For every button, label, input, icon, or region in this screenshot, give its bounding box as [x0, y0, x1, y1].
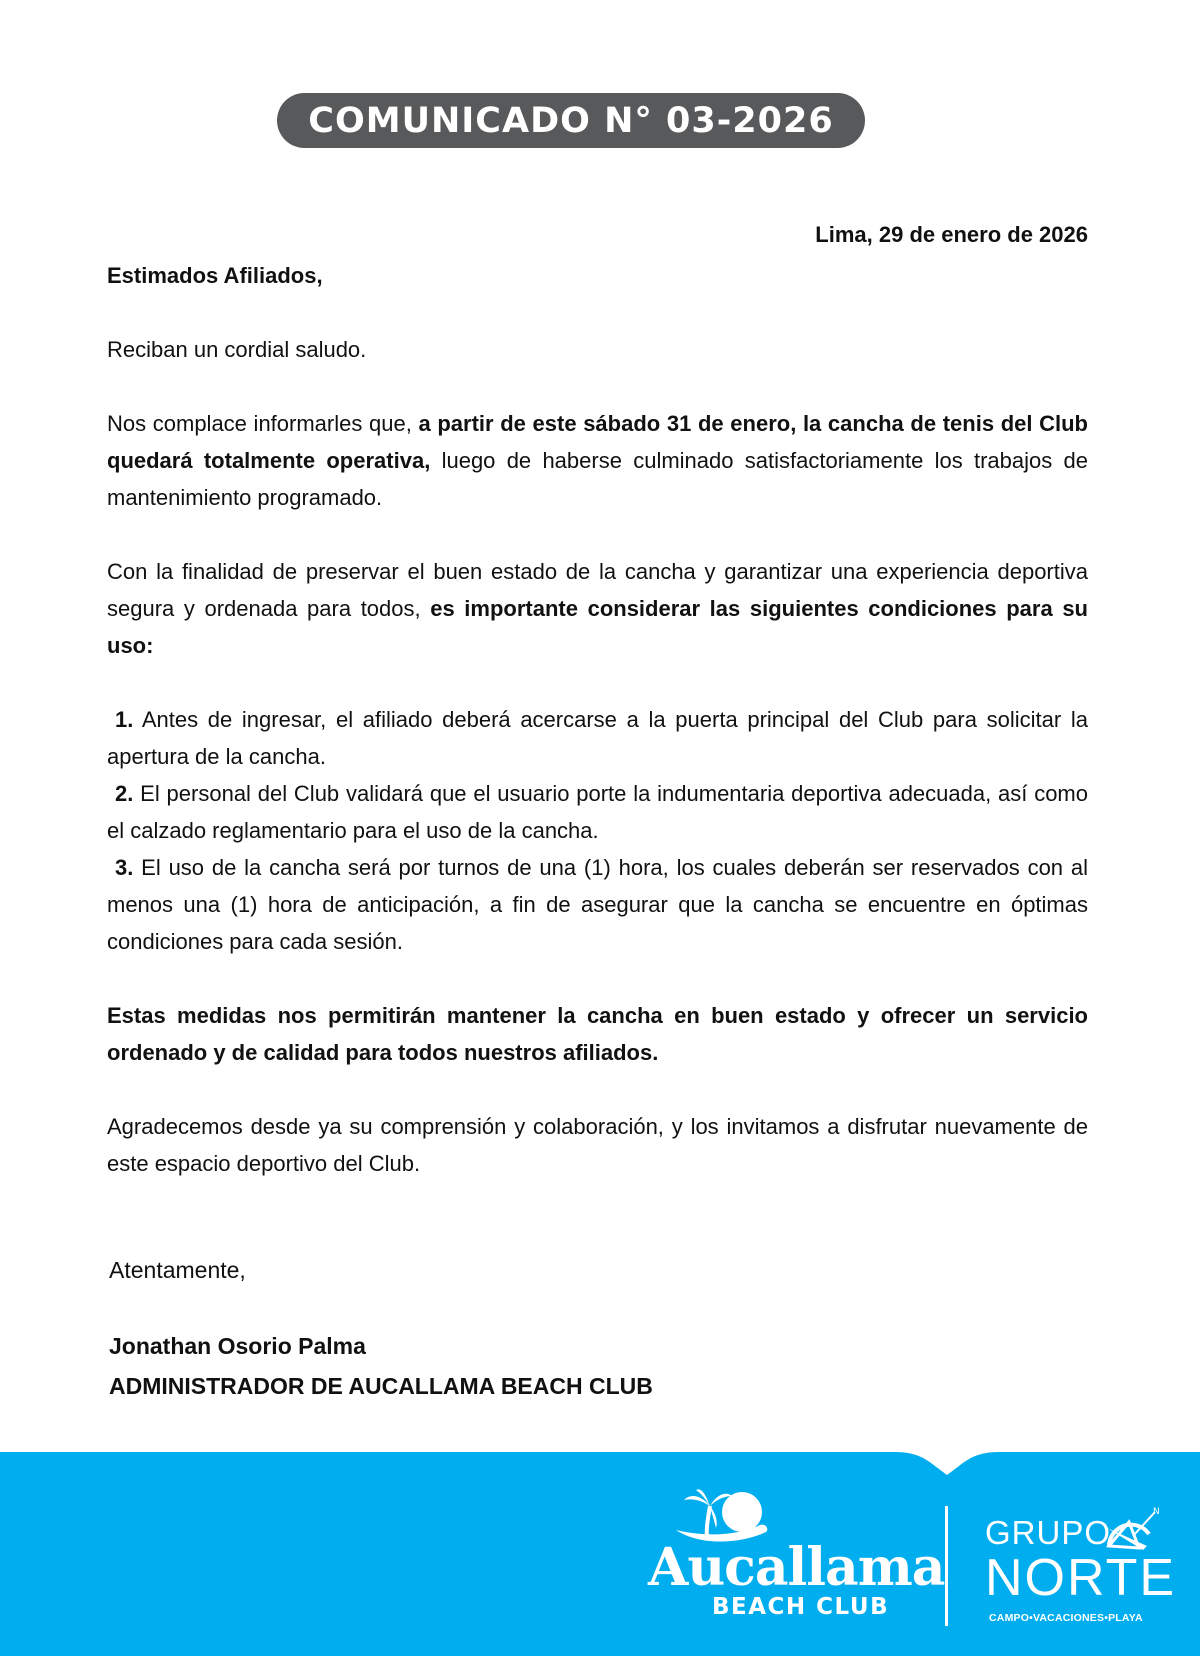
- signature-block: [109, 1250, 653, 1406]
- conditions-intro: Con la finalidad de preservar el buen estado de la cancha y garantizar una experiencia deportiva segura y ordenada para todos,: [107, 559, 1088, 621]
- thanks-paragraph: Agradecemos desde ya su comprensión y colaboración, y los invitamos a disfrutar nuevamente de este espacio deportivo del Club.: [107, 1114, 1088, 1176]
- salutation: Reciban un cordial saludo.: [107, 337, 367, 362]
- valediction: Atentamente,: [109, 1257, 246, 1283]
- condition-item: [107, 849, 1088, 960]
- svg-text:N: N: [1153, 1507, 1160, 1517]
- document-title: COMUNICADO N° 03-2026: [308, 100, 834, 141]
- announcement-rest: luego de haberse culminado satisfactoriamente los trabajos de mantenimiento programado.: [107, 448, 1088, 510]
- conditions-list: [107, 701, 1088, 960]
- announcement-highlight: a partir de este sábado 31 de enero, la cancha de tenis del Club quedará totalmente operativa,: [107, 411, 1088, 473]
- letter-body: [107, 257, 1088, 1182]
- greeting: Estimados Afiliados,: [107, 263, 323, 288]
- conditions-intro-highlight: es importante considerar las siguientes condiciones para su uso:: [107, 596, 1088, 658]
- signatory-name: Jonathan Osorio Palma: [109, 1333, 366, 1359]
- document-title-banner: [277, 93, 865, 148]
- condition-item: [107, 701, 1088, 775]
- condition-number: 1.: [115, 707, 134, 732]
- condition-text: El uso de la cancha será por turnos de una (1) hora, los cuales deberán ser reservados con al menos una (1) hora de anticipación, a fin de asegurar que la cancha se encuentre en óptimas condiciones para cada sesión.: [107, 855, 1088, 954]
- condition-text: El personal del Club validará que el usuario porte la indumentaria deportiva adecuada, así como el calzado reglamentario para el uso de la cancha.: [107, 781, 1088, 843]
- grupo-norte-logo: [985, 1500, 1185, 1630]
- aucallama-wordmark: Aucallama: [648, 1537, 945, 1598]
- aucallama-subtitle: BEACH CLUB: [712, 1594, 890, 1620]
- logo-divider: [945, 1506, 948, 1626]
- grupo-norte-line1: GRUPO: [985, 1514, 1112, 1551]
- condition-number: 3.: [115, 855, 134, 880]
- condition-text: Antes de ingresar, el afiliado deberá acercarse a la puerta principal del Club para solicitar la apertura de la cancha.: [107, 707, 1088, 769]
- signatory-role: ADMINISTRADOR DE AUCALLAMA BEACH CLUB: [109, 1373, 653, 1399]
- announcement-paragraph: [107, 405, 1088, 516]
- conditions-intro-paragraph: [107, 553, 1088, 664]
- announcement-intro: Nos complace informarles que,: [107, 411, 419, 436]
- letter-date: Lima, 29 de enero de 2026: [815, 222, 1088, 247]
- grupo-norte-tagline: CAMPO•VACACIONES•PLAYA: [989, 1612, 1143, 1624]
- aucallama-logo: [648, 1490, 945, 1620]
- closing-statement: [107, 997, 1088, 1071]
- condition-number: 2.: [115, 781, 134, 806]
- closing-statement-text: Estas medidas nos permitirán mantener la cancha en buen estado y ofrecer un servicio ordenado y de calidad para todos nuestros afiliados.: [107, 1003, 1088, 1065]
- condition-item: [107, 775, 1088, 849]
- grupo-norte-line2: NORTE: [985, 1549, 1177, 1607]
